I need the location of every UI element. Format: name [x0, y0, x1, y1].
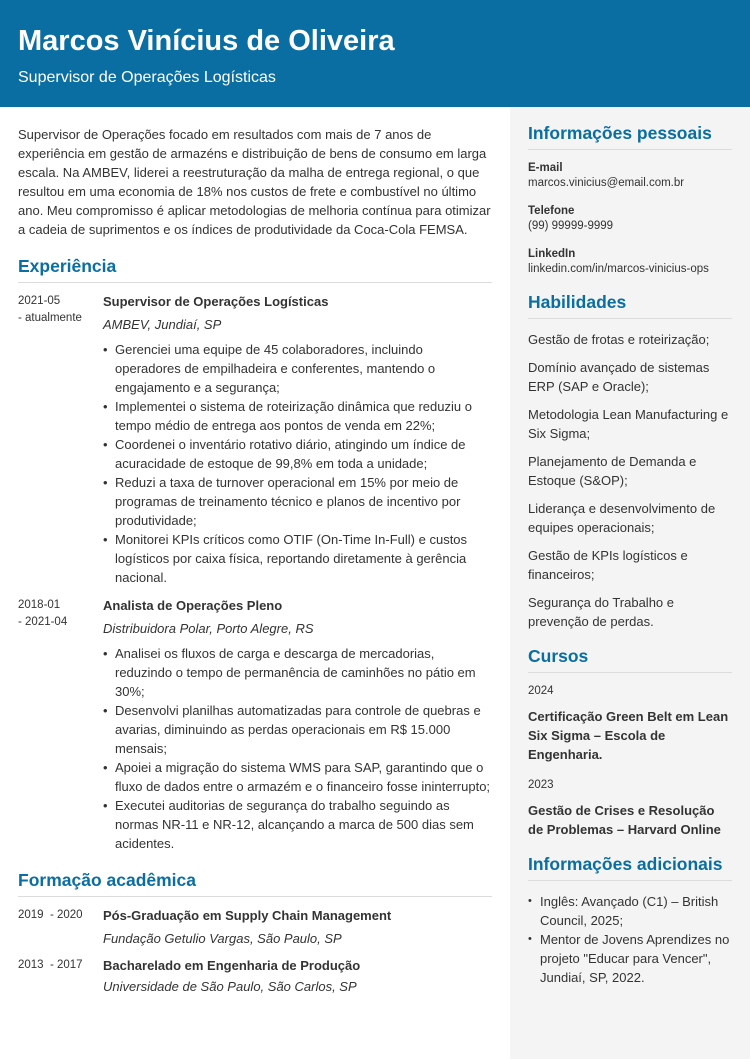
skill-item: Liderança e desenvolvimento de equipes operacionais; [528, 501, 716, 535]
bullet-item: • Reduzi a taxa de turnover operacional em 15% por meio de programas de treinamento técnico e planos de incentivo por produtividade; [103, 473, 492, 530]
main-column [0, 107, 510, 1005]
bullet-item: • Gerenciei uma equipe de 45 colaboradores, incluindo operadores de empilhadeira e conferentes, mantendo o engajamento e a segurança; [103, 340, 492, 397]
bullet-item: • Apoiei a migração do sistema WMS para SAP, garantindo que o fluxo de dados entre o armazém e o financeiro fosse ininterrupto; [103, 758, 492, 796]
course-year: 2023 [528, 779, 554, 791]
skill-item: Domínio avançado de sistemas ERP (SAP e Oracle); [528, 360, 710, 394]
personal-info-heading: Informações pessoais [528, 122, 732, 150]
additional-info-heading: Informações adicionais [528, 853, 732, 881]
skill-item: Gestão de KPIs logísticos e financeiros; [528, 548, 688, 582]
date-start: 2021-05 [18, 295, 61, 307]
additional-info-section [528, 853, 732, 987]
job-company: Distribuidora Polar, Porto Alegre, RS [103, 621, 314, 636]
candidate-title: Supervisor de Operações Logísticas [18, 69, 276, 86]
email-label: E-mail [528, 162, 563, 174]
additional-info-item: • Mentor de Jovens Aprendizes no projeto "Educar para Vencer", Jundiaí, SP, 2022. [528, 930, 732, 987]
phone-value: (99) 99999-9999 [528, 220, 614, 232]
experience-entry [18, 293, 492, 587]
bullet-item: • Analisei os fluxos de carga e descarga de mercadorias, reduzindo o tempo de permanência de caminhões no pátio em 30%; [103, 644, 492, 701]
candidate-name: Marcos Vinícius de Oliveira [18, 25, 395, 57]
education-dates: 2013 - 2017 [18, 959, 83, 971]
personal-info-section [528, 122, 732, 277]
summary-text: Supervisor de Operações focado em resultados com mais de 7 anos de experiência em gestão de armazéns e distribuição de bens de consumo em larga escala. Na AMBEV, liderei a reestruturação da malha de entrega regional, o que resultou em uma economia de 18% nos custos de frete e combustível no último ano. Meu compromisso é aplicar metodologias de melhoria contínua para otimizar a cadeia de suprimentos e os índices de produtividade da Coca-Cola FEMSA. [18, 127, 491, 237]
sidebar [510, 107, 750, 1059]
linkedin-label: LinkedIn [528, 248, 576, 260]
bullet-item: • Implementei o sistema de roteirização dinâmica que reduziu o tempo médio de entrega aos pontos de venda em 22%; [103, 397, 492, 435]
additional-info-list [528, 892, 732, 987]
school-name: Universidade de São Paulo, São Carlos, SP [103, 979, 357, 994]
additional-info-item: • Inglês: Avançado (C1) – British Council, 2025; [528, 892, 732, 930]
date-start: 2018-01 [18, 599, 61, 611]
education-entry [18, 907, 492, 947]
education-entry [18, 957, 492, 995]
course-name: Gestão de Crises e Resolução de Problemas – Harvard Online [528, 803, 721, 837]
date-end: - 2021-04 [18, 616, 68, 628]
linkedin-value[interactable]: linkedin.com/in/marcos-vinicius-ops [528, 263, 709, 275]
job-bullets [103, 340, 492, 587]
education-heading: Formação acadêmica [18, 869, 492, 897]
course-name: Certificação Green Belt em Lean Six Sigma – Escola de Engenharia. [528, 709, 729, 762]
entry-dates [18, 293, 103, 587]
phone-label: Telefone [528, 205, 575, 217]
skills-heading: Habilidades [528, 291, 732, 319]
entry-dates [18, 597, 103, 853]
bullet-item: • Desenvolvi planilhas automatizadas para controle de quebras e avarias, diminuindo as perdas operacionais em R$ 15.000 mensais; [103, 701, 492, 758]
courses-heading: Cursos [528, 645, 732, 673]
school-name: Fundação Getulio Vargas, São Paulo, SP [103, 931, 342, 946]
job-company: AMBEV, Jundiaí, SP [103, 317, 222, 332]
degree-title: Pós-Graduação em Supply Chain Management [103, 908, 392, 923]
experience-heading: Experiência [18, 255, 492, 283]
skill-item: Gestão de frotas e roteirização; [528, 332, 710, 347]
bullet-item: • Monitorei KPIs críticos como OTIF (On-Time In-Full) e custos logísticos por caixa física, reportando diretamente à gerência nacional. [103, 530, 492, 587]
degree-title: Bacharelado em Engenharia de Produção [103, 958, 361, 973]
job-title: Analista de Operações Pleno [103, 598, 283, 613]
education-dates: 2019 - 2020 [18, 909, 83, 921]
course-year: 2024 [528, 685, 554, 697]
date-end: - atualmente [18, 312, 82, 324]
experience-entry [18, 597, 492, 853]
skill-item: Segurança do Trabalho e prevenção de perdas. [528, 595, 674, 629]
email-value[interactable]: marcos.vinicius@email.com.br [528, 177, 685, 189]
job-bullets [103, 644, 492, 853]
resume-header [0, 0, 750, 107]
courses-section [528, 645, 732, 839]
job-title: Supervisor de Operações Logísticas [103, 294, 329, 309]
skills-section [528, 291, 732, 631]
bullet-item: • Executei auditorias de segurança do trabalho seguindo as normas NR-11 e NR-12, alcançando a marca de 500 dias sem acidentes. [103, 796, 492, 853]
skill-item: Planejamento de Demanda e Estoque (S&OP); [528, 454, 697, 488]
bullet-item: • Coordenei o inventário rotativo diário, atingindo um índice de acuracidade de estoque de 99,8% em toda a unidade; [103, 435, 492, 473]
skill-item: Metodologia Lean Manufacturing e Six Sigma; [528, 407, 729, 441]
